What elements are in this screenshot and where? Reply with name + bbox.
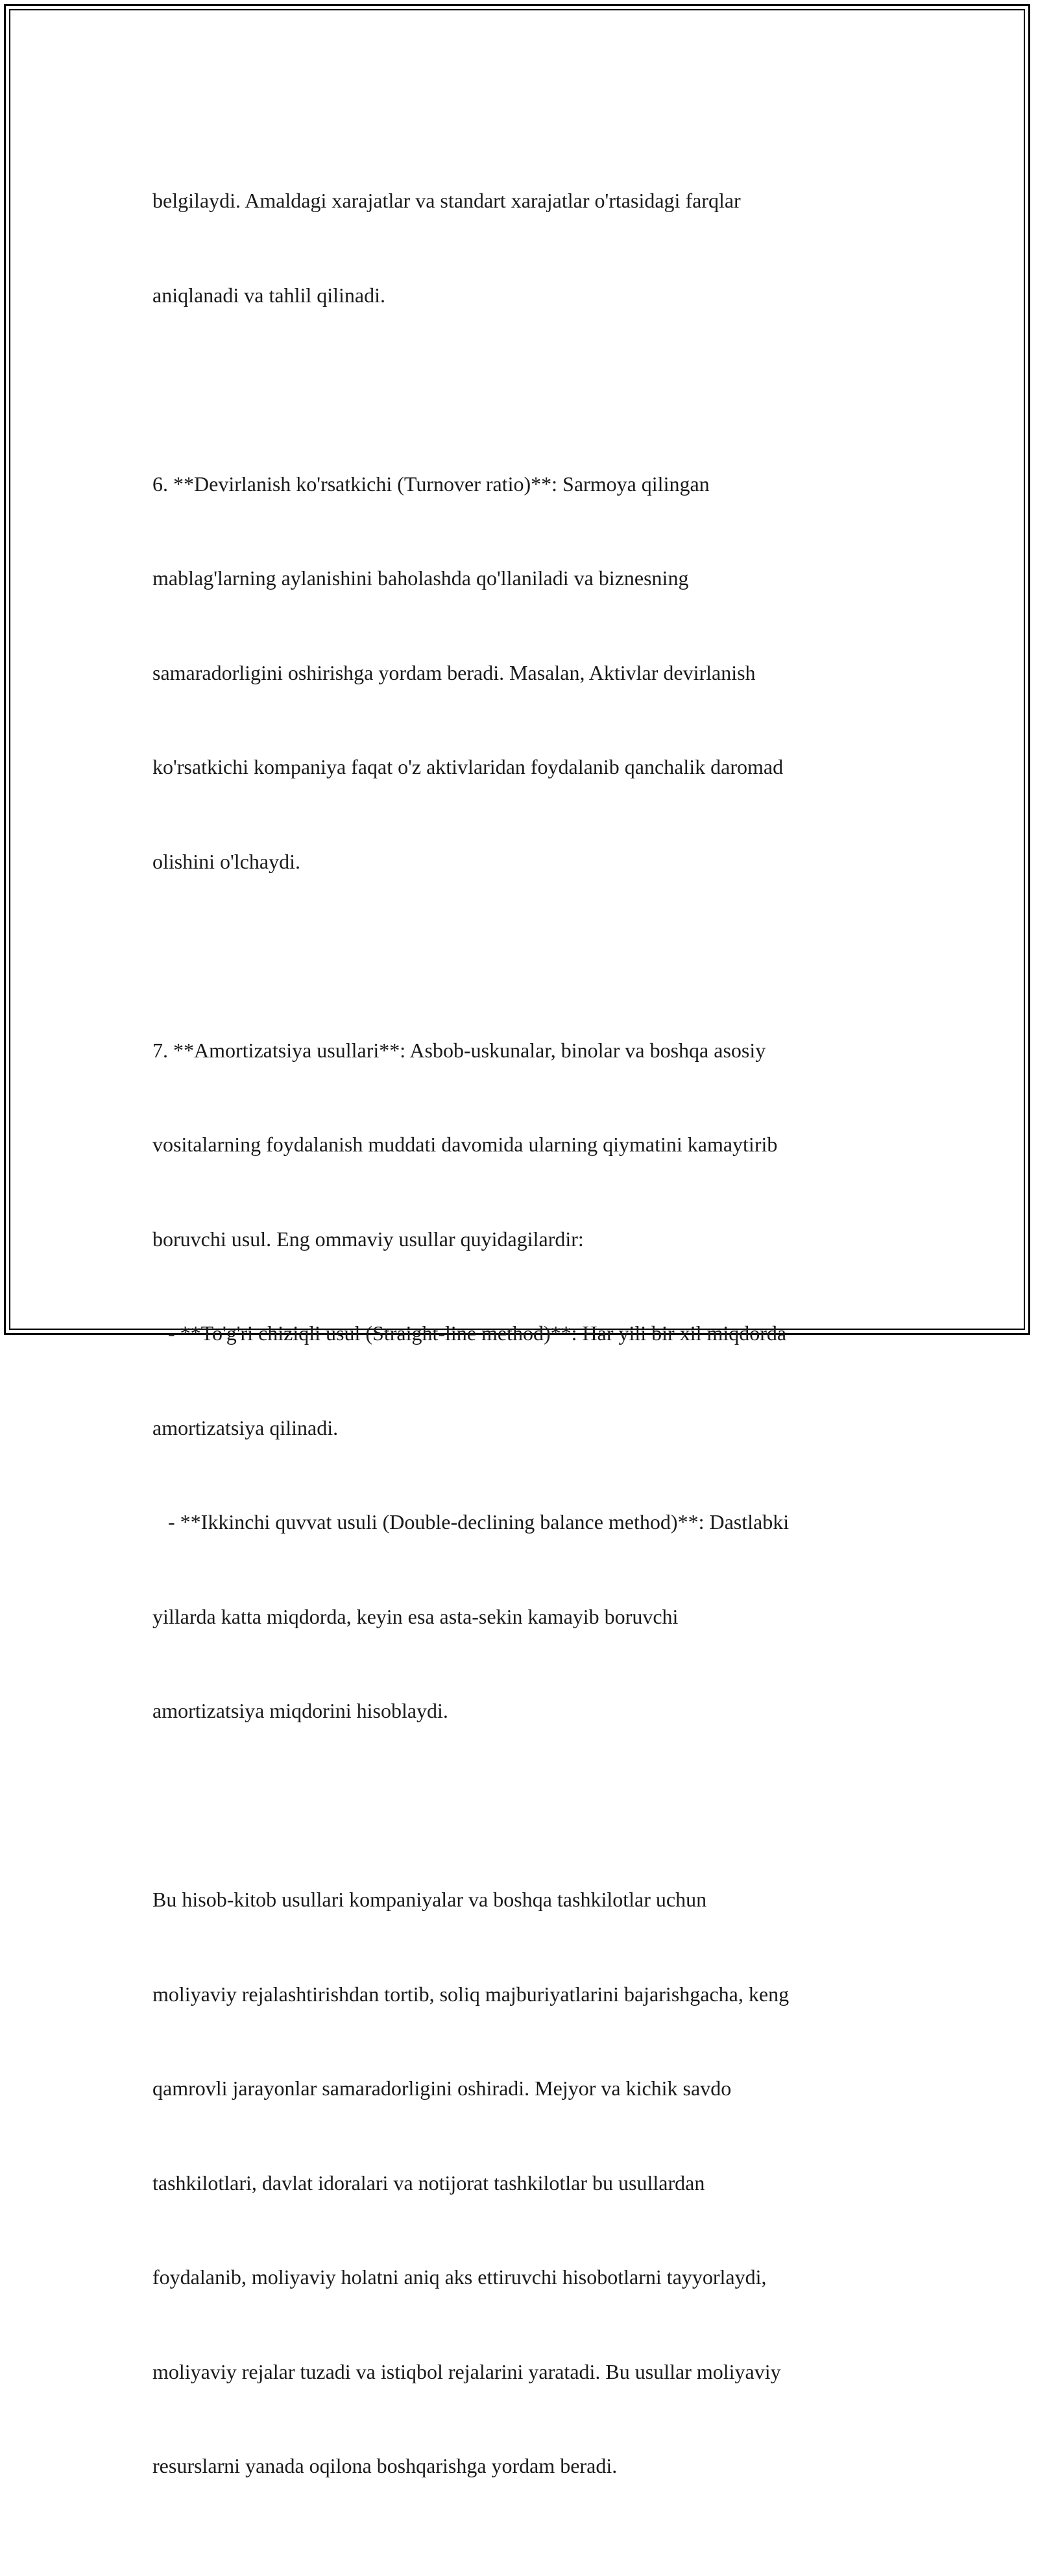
- text-line: vositalarning foydalanish muddati davomida ularning qiymatini kamaytirib: [152, 1133, 778, 1156]
- text-line: Bu hisob-kitob usullari kompaniyalar va boshqa tashkilotlar uchun: [152, 1888, 707, 1911]
- text-line: - **Ikkinchi quvvat usuli (Double-declining balance method)**: Dastlabki: [152, 1510, 790, 1534]
- paragraph-continuation: [152, 122, 899, 374]
- text-line: amortizatsiya miqdorini hisoblaydi.: [152, 1699, 448, 1722]
- text-line: belgilaydi. Amaldagi xarajatlar va standart xarajatlar o'rtasidagi farqlar: [152, 189, 741, 212]
- text-line: qamrovli jarayonlar samaradorligini oshiradi. Mejyor va kichik savdo: [152, 2076, 732, 2100]
- text-line: aniqlanadi va tahlil qilinadi.: [152, 283, 386, 307]
- text-line: - **To'g'ri chiziqli usul (Straight-line method)**: Har yili bir xil miqdorda: [152, 1321, 787, 1345]
- text-line: boruvchi usul. Eng ommaviy usullar quyidagilardir:: [152, 1227, 584, 1251]
- text-line: samaradorligini oshirishga yordam beradi. Masalan, Aktivlar devirlanish: [152, 660, 756, 684]
- text-line: foydalanib, moliyaviy holatni aniq aks ettiruvchi hisobotlarni tayyorlaydi,: [152, 2265, 767, 2289]
- text-line: moliyaviy rejalar tuzadi va istiqbol rejalarini yaratadi. Bu usullar moliyaviy: [152, 2359, 781, 2383]
- text-line: tashkilotlari, davlat idoralari va notijorat tashkilotlar bu usullardan: [152, 2171, 705, 2195]
- text-line: 7. **Amortizatsiya usullari**: Asbob-uskunalar, binolar va boshqa asosiy: [152, 1038, 766, 1062]
- paragraph-item-7-amortization: [152, 972, 899, 1790]
- text-line: mablag'larning aylanishini baholashda qo'llaniladi va biznesning: [152, 566, 689, 590]
- text-line: olishini o'lchaydi.: [152, 849, 300, 873]
- document-body: [152, 122, 899, 2576]
- text-line: 6. **Devirlanish ko'rsatkichi (Turnover ratio)**: Sarmoya qilingan: [152, 472, 710, 496]
- text-line: resurslarni yanada oqilona boshqarishga yordam beradi.: [152, 2454, 618, 2477]
- text-line: amortizatsiya qilinadi.: [152, 1415, 339, 1439]
- paragraph-item-6-turnover-ratio: [152, 405, 899, 941]
- text-line: ko'rsatkichi kompaniya faqat o'z aktivlaridan foydalanib qanchalik daromad: [152, 755, 784, 778]
- text-line: moliyaviy rejalashtirishdan tortib, soliq majburiyatlarini bajarishgacha, keng: [152, 1982, 790, 2006]
- text-line: yillarda katta miqdorda, keyin esa asta-sekin kamayib boruvchi: [152, 1604, 679, 1628]
- paragraph-conclusion: [152, 1821, 899, 2545]
